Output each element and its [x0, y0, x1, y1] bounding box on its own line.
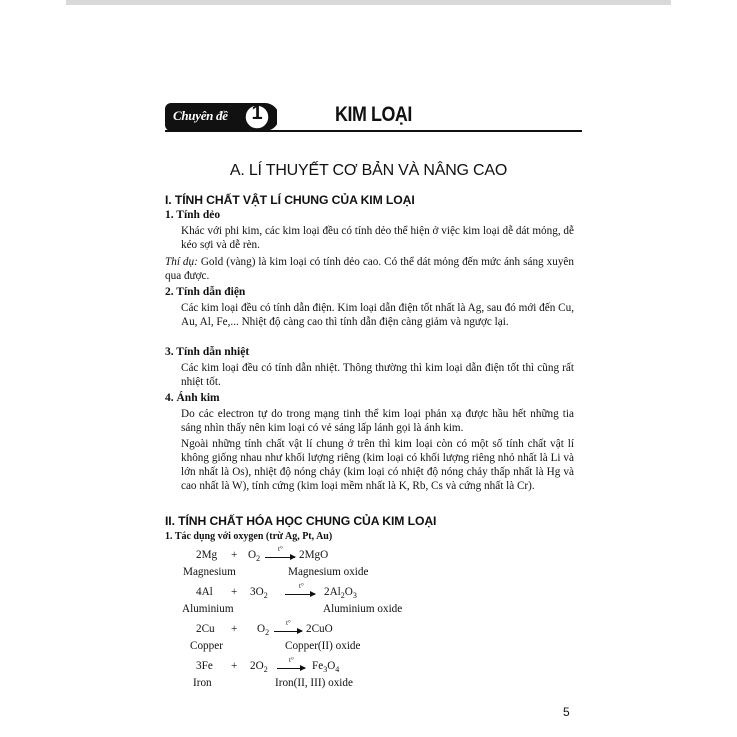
- product-name: Iron(II, III) oxide: [275, 677, 353, 689]
- product-name: Copper(II) oxide: [285, 640, 361, 652]
- part1-heading: I. TÍNH CHẤT VẬT LÍ CHUNG CỦA KIM LOẠI: [165, 193, 415, 207]
- reactant: 4Al: [196, 586, 213, 598]
- s2-title: 2. Tính dẫn điện: [165, 286, 246, 298]
- plus-sign: +: [231, 660, 238, 672]
- part2-s1-title: 1. Tác dụng với oxygen (trừ Ag, Pt, Au): [165, 531, 333, 542]
- plus-sign: +: [231, 623, 238, 635]
- chapter-rule: [165, 130, 582, 132]
- arrow-label: t°: [289, 656, 294, 664]
- arrow-label: t°: [299, 582, 304, 590]
- section-heading: A. LÍ THUYẾT CƠ BẢN VÀ NÂNG CAO: [229, 162, 508, 179]
- arrow-label: t°: [278, 545, 283, 553]
- reactant: $O_2$: [257, 623, 270, 638]
- plus-sign: +: [231, 549, 238, 561]
- s4-text1: Do các electron tự do trong mạng tinh thể kim loại phản xạ được hầu hết những tia sáng nhìn thấy nên kim loại có vẻ sáng lấp lánh gọi là ánh kim.: [181, 408, 574, 434]
- reaction-arrow: [274, 631, 302, 632]
- reaction-arrow: [277, 668, 305, 669]
- product: 2MgO: [299, 549, 329, 561]
- reaction-arrow: [285, 594, 315, 595]
- page-number: 5: [563, 705, 570, 719]
- plus-sign: +: [231, 586, 238, 598]
- reactant-name: Iron: [193, 677, 212, 689]
- reactant: 3Fe: [196, 660, 213, 672]
- s1-text: Khác với phi kim, các kim loại đều có tính dẻo thể hiện ở việc kim loại dễ dát mỏng, dễ kéo sợi và dễ rèn.: [181, 225, 574, 251]
- reactant-name: Magnesium: [183, 566, 236, 578]
- s1-title: 1. Tính dẻo: [165, 209, 221, 221]
- reactant: $O_2$: [248, 549, 261, 564]
- product-name: Magnesium oxide: [288, 566, 369, 578]
- chapter-header: [165, 101, 585, 133]
- s1-example: [165, 255, 574, 283]
- arrow-label: t°: [286, 619, 291, 627]
- chapter-number: 1: [251, 102, 263, 124]
- chapter-label: Chuyên đề: [173, 108, 228, 123]
- s3-text: Các kim loại đều có tính dẫn nhiệt. Thông thường thì kim loại dẫn điện tốt thì cũng rất nhiệt tốt.: [181, 362, 574, 388]
- product: $Fe_3O_4$: [312, 660, 340, 675]
- s3-title: 3. Tính dẫn nhiệt: [165, 346, 250, 358]
- reactant-name: Copper: [190, 640, 223, 652]
- reaction-arrow: [265, 557, 295, 558]
- chapter-title: KIM LOẠI: [335, 103, 412, 126]
- reactant: $2O_2$: [250, 660, 268, 675]
- product: $2Al_2O_3$: [324, 586, 357, 601]
- s2-text: Các kim loại đều có tính dẫn điện. Kim loại dẫn điện tốt nhất là Ag, sau đó mới đến Cu, Au, Al, Fe,... Nhiệt độ càng cao thì tính dẫn điện càng giảm và ngược lại.: [181, 302, 574, 328]
- product: 2CuO: [306, 623, 333, 635]
- reactant: 2Cu: [196, 623, 215, 635]
- reactant: 2Mg: [196, 549, 218, 561]
- example-text: Gold (vàng) là kim loại có tính dẻo cao. Có thể dát mỏng đến mức ánh sáng xuyên qua được.: [165, 256, 574, 282]
- s4-title: 4. Ánh kim: [165, 392, 220, 404]
- example-label: Thí dụ:: [165, 256, 198, 268]
- reactant-name: Aluminium: [182, 603, 234, 615]
- reactant: $3O_2$: [250, 586, 268, 601]
- s4-text2: Ngoài những tính chất vật lí chung ở trên thì kim loại còn có một số tính chất vật lí không giống nhau như khối lượng riêng (kim loại có khối lượng riêng nhỏ nhất là Li và lớn nhất là Os), nhiệt độ nóng chảy (kim loại có nhiệt độ nóng chảy thấp nhất là Hg và cao nhất là W), tính cứng (kim loại mềm nhất là K, Rb, Cs và cứng nhất là Cr).: [181, 438, 574, 492]
- part2-heading: II. TÍNH CHẤT HÓA HỌC CHUNG CỦA KIM LOẠI: [165, 514, 437, 528]
- product-name: Aluminium oxide: [323, 603, 403, 615]
